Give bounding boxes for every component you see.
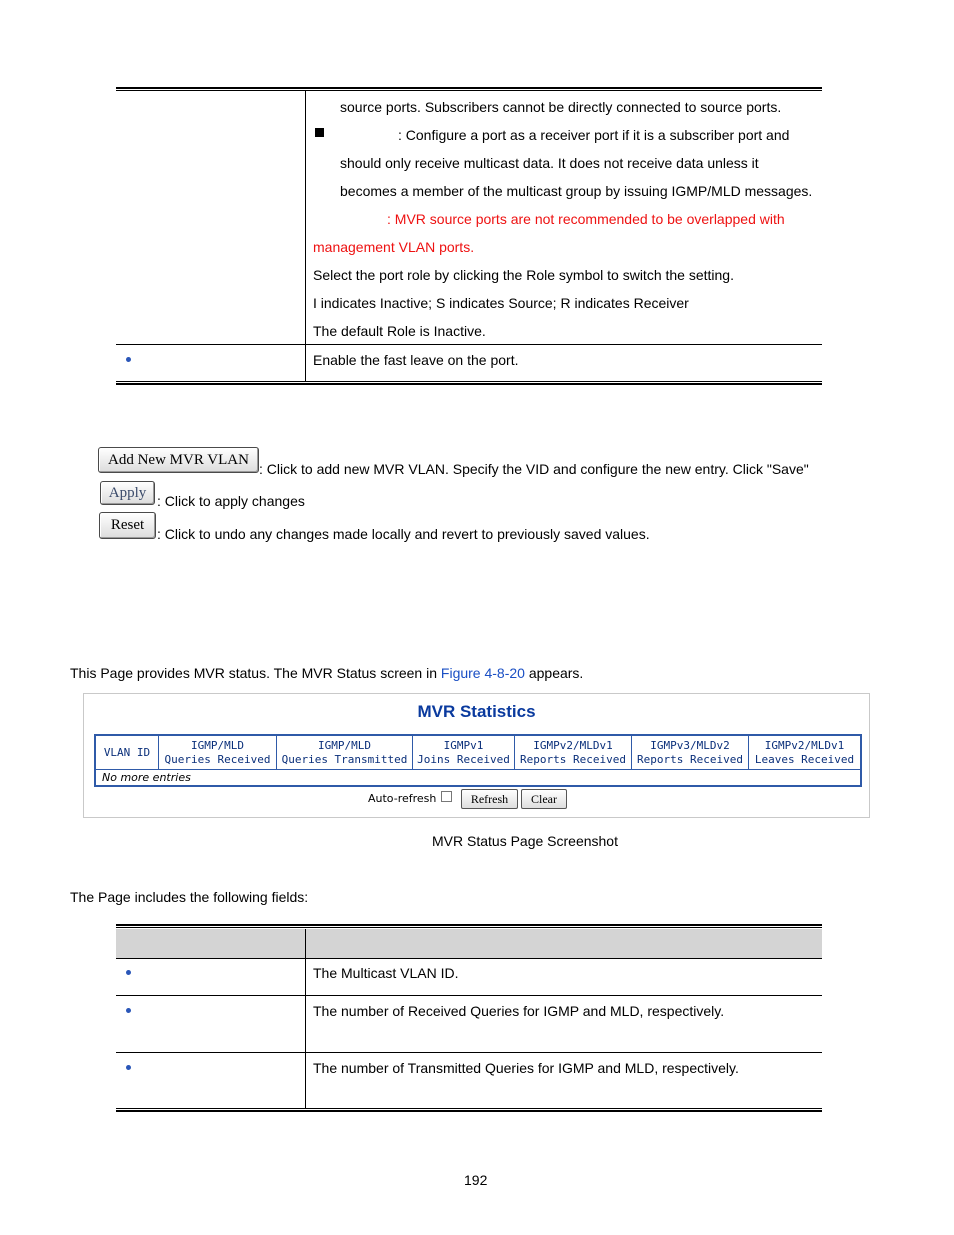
table-top-rule — [116, 87, 822, 89]
desc-line: source ports. Subscribers cannot be directly connected to source ports. — [340, 99, 782, 115]
bullet-icon — [126, 357, 131, 362]
warning-line: management VLAN ports. — [313, 239, 475, 255]
table-bottom-rule-inner — [116, 1108, 822, 1109]
auto-refresh-checkbox[interactable] — [441, 791, 452, 802]
screenshot-title: MVR Statistics — [417, 702, 536, 721]
table-bottom-rule-inner — [116, 381, 822, 382]
square-bullet-icon — [315, 128, 324, 137]
reset-button[interactable]: Reset — [99, 512, 156, 539]
table-bottom-rule — [116, 383, 822, 385]
bullet-icon — [126, 1065, 131, 1070]
column-header: IGMPv1 Joins Received — [412, 736, 514, 769]
fields-intro: The Page includes the following fields: — [70, 889, 309, 905]
empty-row: No more entries — [102, 771, 191, 784]
table-top-rule — [116, 924, 822, 926]
table-top-rule-inner — [116, 90, 822, 91]
apply-button[interactable]: Apply — [100, 481, 155, 505]
figure-link[interactable]: Figure 4-8-20 — [440, 665, 525, 681]
reset-button-desc: : Click to undo any changes made locally and revert to previously saved values. — [157, 526, 650, 542]
auto-refresh-label: Auto-refresh — [368, 792, 437, 805]
row-rule — [116, 344, 822, 345]
table-header-row — [96, 736, 860, 770]
column-header: IGMPv2/MLDv1 Reports Received — [514, 736, 631, 769]
intro-text-end: appears. — [524, 665, 584, 681]
column-header: IGMP/MLD Queries Received — [158, 736, 276, 769]
desc-line: The default Role is Inactive. — [313, 323, 486, 339]
add-button-desc: : Click to add new MVR VLAN. Specify the VID and configure the new entry. Click "Save" — [259, 461, 809, 477]
column-header: IGMPv2/MLDv1 Leaves Received — [748, 736, 860, 769]
apply-button-desc: : Click to apply changes — [157, 493, 305, 509]
row-rule — [116, 995, 822, 996]
desc-line: should only receive multicast data. It does not receive data unless it — [340, 155, 759, 171]
refresh-button[interactable]: Refresh — [461, 789, 518, 809]
bullet-icon — [126, 970, 131, 975]
mvr-statistics-table — [94, 734, 862, 787]
desc-line: Select the port role by clicking the Role symbol to switch the setting. — [313, 267, 734, 283]
bullet-icon — [126, 1008, 131, 1013]
column-divider — [305, 91, 306, 382]
desc-line: becomes a member of the multicast group by issuing IGMP/MLD messages. — [340, 183, 813, 199]
page-number: 192 — [464, 1172, 488, 1188]
fast-leave-desc: Enable the fast leave on the port. — [313, 352, 519, 368]
mvr-statistics-screenshot — [83, 693, 870, 818]
table-top-rule-inner — [116, 927, 822, 928]
desc-line: I indicates Inactive; S indicates Source; R indicates Receiver — [313, 295, 689, 311]
desc-line: : Configure a port as a receiver port if it is a subscriber port and — [398, 127, 790, 143]
field-desc: The number of Transmitted Queries for IGMP and MLD, respectively. — [313, 1060, 739, 1076]
intro-paragraph — [70, 665, 583, 681]
field-desc: The Multicast VLAN ID. — [313, 965, 459, 981]
column-header: IGMP/MLD Queries Transmitted — [276, 736, 412, 769]
row-rule — [116, 1052, 822, 1053]
table-header-band — [116, 929, 822, 958]
column-header: VLAN ID — [103, 745, 151, 759]
clear-button[interactable]: Clear — [521, 789, 567, 809]
column-divider — [305, 345, 306, 382]
warning-line: : MVR source ports are not recommended to be overlapped with — [387, 211, 785, 227]
table-bottom-rule — [116, 1110, 822, 1112]
field-desc: The number of Received Queries for IGMP and MLD, respectively. — [313, 1003, 725, 1019]
column-header: IGMPv3/MLDv2 Reports Received — [631, 736, 748, 769]
intro-text: This Page provides MVR status. The MVR Status screen in — [70, 665, 441, 681]
row-rule — [116, 958, 822, 959]
add-new-mvr-vlan-button[interactable]: Add New MVR VLAN — [98, 447, 259, 473]
column-divider — [305, 929, 306, 1109]
figure-caption: MVR Status Page Screenshot — [432, 833, 618, 849]
